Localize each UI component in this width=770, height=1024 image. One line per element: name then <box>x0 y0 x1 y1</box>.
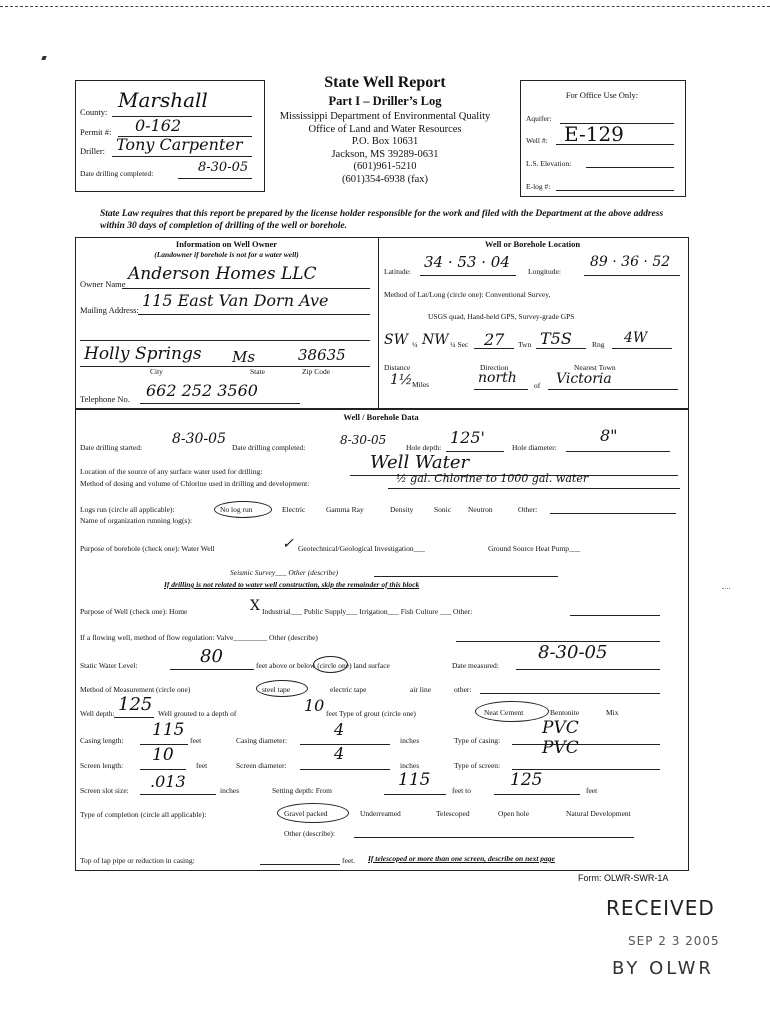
speck <box>722 588 730 591</box>
completion-other-label: Other (describe): <box>284 829 336 838</box>
form-title: State Well Report <box>324 74 446 91</box>
owner-name-value: Anderson Homes LLC <box>128 264 317 284</box>
phone-value: 662 252 3560 <box>146 381 258 400</box>
date-started-label: Date drilling started: <box>80 443 143 452</box>
grouted-value: 10 <box>304 696 325 715</box>
completion-telescoped: Telescoped <box>436 809 470 818</box>
water-well-check: ✓ <box>282 536 294 552</box>
well-number-label: Well #: <box>526 136 548 145</box>
water-source-value: Well Water <box>370 452 470 473</box>
latitude-value: 34 · 53 · 04 <box>424 253 510 271</box>
state-value: Ms <box>232 348 256 366</box>
received-by: BY OLWR <box>612 958 714 979</box>
scan-mark <box>41 56 46 60</box>
longitude-label: Longitude: <box>528 267 561 276</box>
logs-opt-gamma: Gamma Ray <box>326 505 364 514</box>
measure-electric: electric tape <box>330 685 367 694</box>
section-value: 27 <box>484 330 505 349</box>
driller-label: Driller: <box>80 146 106 156</box>
nearest-town-label: Nearest Town <box>574 363 616 372</box>
logs-opt-nolog: No log run <box>220 505 253 514</box>
screen-diameter-label: Screen diameter: <box>236 761 287 770</box>
logs-opt-electric: Electric <box>282 505 306 514</box>
date-completed-2-value: 8-30-05 <box>340 433 387 447</box>
logs-opt-other: Other: <box>518 505 538 514</box>
borehole-purpose-label: Purpose of borehole (check one): Water Well <box>80 544 215 553</box>
location-heading: Well or Borehole Location <box>484 239 581 249</box>
distance-label: Distance <box>384 363 411 372</box>
mailing-value: 115 East Van Dorn Ave <box>142 291 329 310</box>
well-number-value: E-129 <box>564 122 624 146</box>
completion-natural: Natural Development <box>566 809 631 818</box>
flowing-well-label: If a flowing well, method of flow regulation: Valve_________ Other (describe) <box>80 633 318 642</box>
logs-opt-neutron: Neutron <box>468 505 493 514</box>
lap-pipe-label: Top of lap pipe or reduction in casing: <box>80 856 195 865</box>
setting-to-value: 125 <box>510 770 543 790</box>
measure-steel: steel tape <box>262 685 291 694</box>
scan-edge <box>0 6 770 7</box>
well-depth-label: Well depth: <box>80 709 115 718</box>
city-label: City <box>150 367 163 376</box>
hole-diameter-value: 8" <box>600 426 618 445</box>
form-id: Form: OLWR-SWR-1A <box>578 873 669 883</box>
screen-length-value: 10 <box>152 745 174 765</box>
owner-heading: Information on Well Owner <box>175 239 278 249</box>
direction-value: north <box>478 370 517 386</box>
date-started-value: 8-30-05 <box>172 431 226 447</box>
purpose-geotech: Geotechnical/Geological Investigation___ <box>298 544 425 553</box>
completion-label: Type of completion (circle all applicable): <box>80 810 207 819</box>
hole-depth-label: Hole depth: <box>406 443 442 452</box>
state-label: State <box>250 367 265 376</box>
completion-gravel: Gravel packed <box>284 809 328 818</box>
completion-underreamed: Underreamed <box>360 809 401 818</box>
casing-type-value: PVC <box>542 718 579 738</box>
casing-length-value: 115 <box>152 720 185 740</box>
logs-run-label: Logs run (circle all applicable): <box>80 505 175 514</box>
phone-label: Telephone No. <box>80 394 130 404</box>
well-data-heading: Well / Borehole Data <box>343 412 419 422</box>
longitude-value: 89 · 36 · 52 <box>590 254 671 270</box>
chlorine-method-value: ½ gal. Chlorine to 1000 gal. water <box>396 472 589 485</box>
casing-length-label: Casing length: <box>80 736 124 745</box>
township-value: T5S <box>540 329 572 348</box>
permit-label: Permit #: <box>80 127 112 137</box>
date-completed-value: 8-30-05 <box>198 160 249 175</box>
received-stamp: RECEIVED <box>606 896 715 920</box>
owner-name-label: Owner Name <box>80 279 126 289</box>
below-circle <box>313 656 348 673</box>
state-law-notice: State Law requires that this report be prepared by the license holder responsible for the work and filed with the Department at the above address within 30 days of completion of drilling of the well or borehole. <box>100 209 664 231</box>
water-source-label: Location of the source of any surface water used for drilling: <box>80 467 263 476</box>
screen-type-label: Type of screen: <box>454 761 501 770</box>
home-check: X <box>250 598 260 614</box>
static-level-label: Static Water Level: <box>80 661 138 670</box>
date-completed-2-label: Date drilling completed: <box>232 443 306 452</box>
measure-air: air line <box>410 685 432 694</box>
aquifer-label: Aquifer: <box>526 114 552 123</box>
hole-depth-value: 125' <box>450 428 485 447</box>
lap-pipe-note: If telescoped or more than one screen, describe on next page <box>368 854 555 863</box>
form-subtitle: Part I – Driller’s Log <box>328 94 442 108</box>
zip-value: 38635 <box>298 346 346 364</box>
seismic-label: Seismic Survey___ Other (describe) <box>230 568 339 577</box>
date-measured-value: 8-30-05 <box>538 642 608 663</box>
grout-bentonite: Bentonite <box>550 708 580 717</box>
direction-label: Direction <box>480 363 509 372</box>
permit-value: 0-162 <box>135 116 182 135</box>
log-org-label: Name of organization running log(s): <box>80 516 192 525</box>
zip-label: Zip Code <box>302 367 331 376</box>
city-value: Holly Springs <box>84 344 202 364</box>
screen-length-label: Screen length: <box>80 761 124 770</box>
county-value: Marshall <box>118 88 208 112</box>
measure-method-label: Method of Measurement (circle one) <box>80 685 191 694</box>
latitude-label: Latitude: <box>384 267 412 276</box>
screen-type-value: PVC <box>542 738 579 758</box>
received-date: SEP 2 3 2005 <box>628 934 720 948</box>
grout-neat: Neat Cement <box>484 708 524 717</box>
distance-value: 1½ <box>390 372 413 388</box>
setting-from-value: 115 <box>398 770 431 790</box>
quarter1-value: SW <box>384 332 408 348</box>
grout-type-label: feet Type of grout (circle one) <box>326 709 416 718</box>
date-measured-label: Date measured: <box>452 661 499 670</box>
well-purpose-options: Industrial___ Public Supply___ Irrigation___ Fish Culture ___ Other: <box>262 607 473 616</box>
logs-opt-sonic: Sonic <box>434 505 452 514</box>
owner-subheading: (Landowner if borehole is not for a water well) <box>154 250 299 259</box>
grouted-label: Well grouted to a depth of <box>158 709 237 718</box>
range-label: Rng <box>592 340 605 349</box>
grout-mix: Mix <box>606 708 619 717</box>
agency-block: Mississippi Department of Environmental Quality Office of Land and Water Resources P.O. Box 10631 Jackson, MS 39289-0631 (601)961-5210 (601)354-6938 (fax) <box>279 111 491 185</box>
skip-note: If drilling is not related to water well construction, skip the remainder of this block <box>164 580 420 589</box>
measure-other: other: <box>454 685 472 694</box>
township-label: Twn <box>518 340 532 349</box>
slot-size-label: Screen slot size: <box>80 786 129 795</box>
chlorine-method-label: Method of dosing and volume of Chlorine used in drilling and development: <box>80 479 310 488</box>
date-completed-label: Date drilling completed: <box>80 169 154 178</box>
office-use-title: For Office Use Only: <box>565 90 639 100</box>
quarter2-value: NW <box>422 332 449 348</box>
range-value: 4W <box>624 330 648 346</box>
screen-diameter-value: 4 <box>334 744 345 763</box>
county-label: County: <box>80 107 108 117</box>
elog-label: E-log #: <box>526 182 551 191</box>
slot-size-value: .013 <box>150 772 186 791</box>
well-purpose-label: Purpose of Well (check one): Home <box>80 607 188 616</box>
casing-diameter-label: Casing diameter: <box>236 736 288 745</box>
setting-depth-label: Setting depth: From <box>272 786 332 795</box>
nearest-town-value: Victoria <box>556 371 612 387</box>
elevation-label: L.S. Elevation: <box>526 159 572 168</box>
latlong-method-label: Method of Lat/Long (circle one): Conventional Survey, <box>384 290 551 299</box>
purpose-heatpump: Ground Source Heat Pump___ <box>488 544 581 553</box>
static-level-value: 80 <box>200 646 223 667</box>
hole-diameter-label: Hole diameter: <box>512 443 557 452</box>
latlong-method-options: USGS quad, Hand-held GPS, Survey-grade GPS <box>428 312 575 321</box>
driller-value: Tony Carpenter <box>116 135 243 154</box>
casing-diameter-value: 4 <box>334 720 345 739</box>
completion-openhole: Open hole <box>498 809 530 818</box>
mailing-label: Mailing Address: <box>80 305 139 315</box>
casing-type-label: Type of casing: <box>454 736 501 745</box>
static-level-mid: feet above or below (circle one) land surface <box>256 661 390 670</box>
well-depth-value: 125 <box>118 694 153 715</box>
logs-opt-density: Density <box>390 505 414 514</box>
